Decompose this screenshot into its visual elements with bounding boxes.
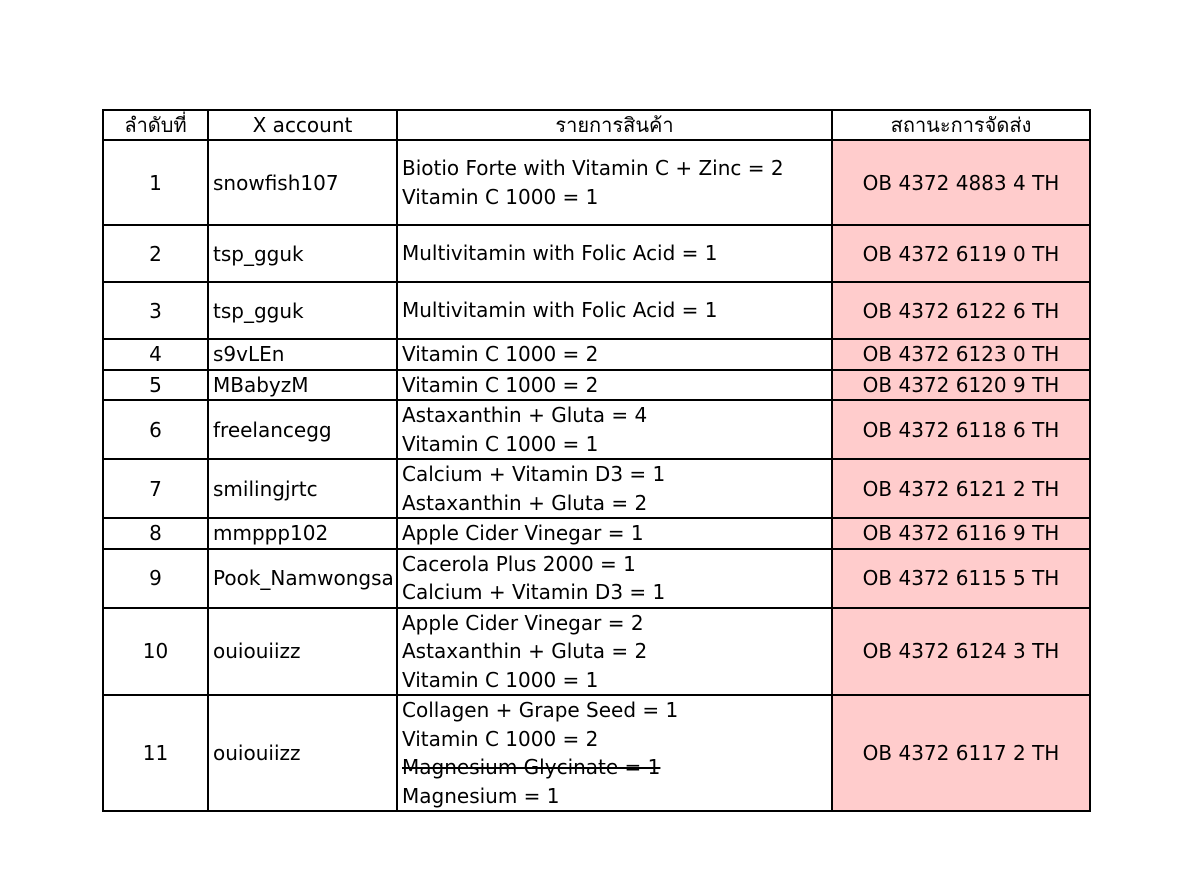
header-items: รายการสินค้า [397, 110, 832, 140]
product-list [397, 282, 832, 339]
shipping-table [102, 109, 1091, 812]
row-number: 11 [103, 695, 208, 811]
product-item: Vitamin C 1000 = 2 [402, 726, 599, 751]
tracking-status: OB 4372 6118 6 TH [832, 400, 1090, 459]
table-row [103, 339, 1090, 370]
product-item: Calcium + Vitamin D3 = 1 [402, 580, 666, 604]
tracking-status: OB 4372 6119 0 TH [832, 225, 1090, 282]
product-item: Collagen + Grape Seed = 1 [402, 698, 679, 722]
x-account: tsp_gguk [208, 282, 397, 339]
table-row [103, 400, 1090, 459]
product-list [397, 608, 832, 696]
table-row [103, 282, 1090, 339]
x-account: freelancegg [208, 400, 397, 459]
row-number: 3 [103, 282, 208, 339]
product-item: Vitamin C 1000 = 1 [402, 184, 599, 209]
x-account: s9vLEn [208, 339, 397, 370]
tracking-status: OB 4372 6124 3 TH [832, 608, 1090, 696]
tracking-status: OB 4372 6117 2 TH [832, 695, 1090, 811]
product-item-struck: Magnesium Glycinate = 1 [402, 755, 661, 779]
x-account: ouiouiizz [208, 608, 397, 696]
product-item: Cacerola Plus 2000 = 1 [402, 551, 636, 576]
product-list [397, 140, 832, 225]
x-account: tsp_gguk [208, 225, 397, 282]
x-account: smilingjrtc [208, 459, 397, 518]
row-number: 6 [103, 400, 208, 459]
product-item: Vitamin C 1000 = 2 [402, 342, 599, 366]
product-list [397, 225, 832, 282]
tracking-status: OB 4372 6116 9 TH [832, 518, 1090, 549]
product-item: Vitamin C 1000 = 1 [402, 667, 599, 692]
row-number: 1 [103, 140, 208, 225]
tracking-status: OB 4372 6115 5 TH [832, 549, 1090, 608]
tracking-status: OB 4372 6122 6 TH [832, 282, 1090, 339]
table-row [103, 459, 1090, 518]
row-number: 9 [103, 549, 208, 608]
table-row [103, 518, 1090, 549]
x-account: Pook_Namwongsa [208, 549, 397, 608]
row-number: 8 [103, 518, 208, 549]
product-list [397, 339, 832, 370]
x-account: mmppp102 [208, 518, 397, 549]
table-row [103, 608, 1090, 696]
product-item: Vitamin C 1000 = 2 [402, 372, 599, 397]
header-account: X account [208, 110, 397, 140]
product-item: Apple Cider Vinegar = 2 [402, 610, 644, 635]
header-no: ลำดับที่ [103, 110, 208, 140]
row-number: 5 [103, 370, 208, 401]
table-row [103, 140, 1090, 225]
product-item: Vitamin C 1000 = 1 [402, 431, 599, 456]
product-item: Calcium + Vitamin D3 = 1 [402, 462, 666, 486]
row-number: 4 [103, 339, 208, 370]
product-item: Astaxanthin + Gluta = 4 [402, 403, 648, 427]
table-row [103, 370, 1090, 401]
tracking-status: OB 4372 6121 2 TH [832, 459, 1090, 518]
product-list [397, 459, 832, 518]
product-item: Multivitamin with Folic Acid = 1 [402, 298, 718, 323]
product-item: Multivitamin with Folic Acid = 1 [402, 241, 718, 266]
product-item: Apple Cider Vinegar = 1 [402, 521, 644, 545]
header-status: สถานะการจัดส่ง [832, 110, 1090, 140]
product-item: Magnesium = 1 [402, 783, 560, 808]
product-item: Astaxanthin + Gluta = 2 [402, 490, 648, 515]
product-list [397, 549, 832, 608]
row-number: 7 [103, 459, 208, 518]
row-number: 10 [103, 608, 208, 696]
product-list [397, 370, 832, 401]
x-account: snowfish107 [208, 140, 397, 225]
row-number: 2 [103, 225, 208, 282]
tracking-status: OB 4372 6120 9 TH [832, 370, 1090, 401]
product-list [397, 695, 832, 811]
tracking-status: OB 4372 6123 0 TH [832, 339, 1090, 370]
x-account: ouiouiizz [208, 695, 397, 811]
table-row [103, 695, 1090, 811]
product-item: Biotio Forte with Vitamin C + Zinc = 2 [402, 156, 784, 180]
product-list [397, 518, 832, 549]
product-item: Astaxanthin + Gluta = 2 [402, 639, 648, 663]
x-account: MBabyzM [208, 370, 397, 401]
table-row [103, 225, 1090, 282]
product-list [397, 400, 832, 459]
tracking-status: OB 4372 4883 4 TH [832, 140, 1090, 225]
table-row [103, 549, 1090, 608]
header-row [103, 110, 1090, 140]
